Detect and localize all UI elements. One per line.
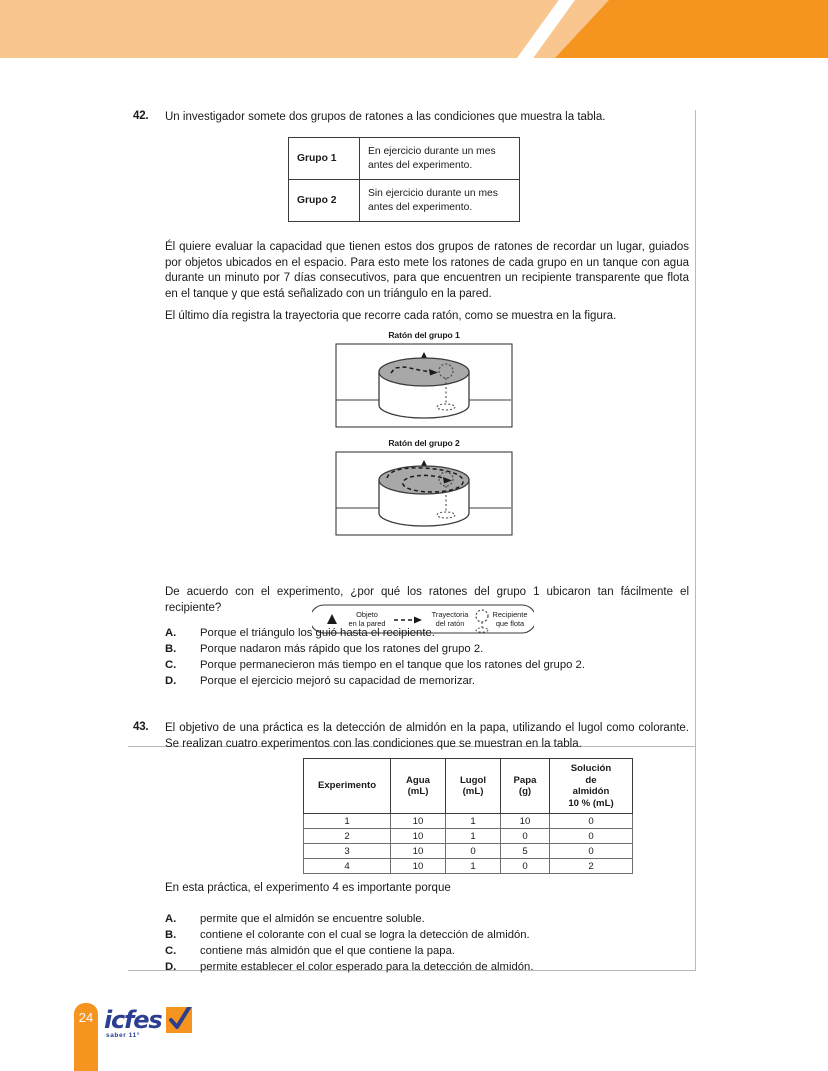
groups-condition-table bbox=[288, 137, 520, 222]
option-letter-b-q42: B. bbox=[165, 643, 177, 655]
figure-group-2-title: Ratón del grupo 2 bbox=[388, 438, 460, 448]
table-row bbox=[304, 844, 633, 859]
col-header-solucion-line3: almidón bbox=[572, 786, 610, 798]
cell-r2c5: 0 bbox=[550, 829, 633, 844]
cell-r2c1: 2 bbox=[304, 829, 391, 844]
option-text-c-q42[interactable]: Porque permanecieron más tiempo en el tanque que los ratones del grupo 2. bbox=[200, 659, 585, 671]
tank-diagram-group-2 bbox=[335, 451, 513, 536]
col-header-solucion-line4: 10 % (mL) bbox=[568, 797, 614, 809]
question-42-prompt: De acuerdo con el experimento, ¿por qué los ratones del grupo 1 ubicaron tan fácilmente el recipiente? bbox=[165, 586, 689, 614]
option-letter-d-q43: D. bbox=[165, 961, 177, 973]
cell-r2c3: 1 bbox=[446, 829, 501, 844]
question-42-paragraph-2: El último día registra la trayectoria que recorre cada ratón, como se muestra en la figura. bbox=[165, 310, 617, 322]
page-number: 24 bbox=[78, 1010, 94, 1025]
col-header-solucion bbox=[550, 759, 633, 814]
tank-diagram-group-1 bbox=[335, 343, 513, 428]
cell-r1c1: 1 bbox=[304, 814, 391, 829]
option-letter-c-q43: C. bbox=[165, 945, 177, 957]
question-43-prompt: En esta práctica, el experimento 4 es importante porque bbox=[165, 882, 451, 894]
legend-trayectoria-line1: Trayectoria bbox=[431, 610, 469, 619]
option-text-d-q43[interactable]: permite establecer el color esperado para la detección de almidón. bbox=[200, 961, 534, 973]
option-text-a-q43[interactable]: permite que el almidón se encuentre soluble. bbox=[200, 913, 425, 925]
table-header-row bbox=[304, 759, 633, 814]
page-content bbox=[0, 58, 828, 1071]
cell-r4c1: 4 bbox=[304, 859, 391, 874]
cell-r3c4: 5 bbox=[501, 844, 550, 859]
experiments-table bbox=[303, 758, 633, 874]
option-text-b-q42[interactable]: Porque nadaron más rápido que los ratones del grupo 2. bbox=[200, 643, 484, 655]
option-letter-a-q42: A. bbox=[165, 627, 177, 639]
cell-r3c5: 0 bbox=[550, 844, 633, 859]
col-header-papa-line1: Papa bbox=[513, 774, 537, 786]
group-2-condition: Sin ejercicio durante un mes antes del experimento. bbox=[360, 180, 520, 222]
figure-group-2 bbox=[335, 438, 513, 541]
col-header-papa-line2: (g) bbox=[518, 786, 532, 798]
figure-group-1-title: Ratón del grupo 1 bbox=[388, 330, 460, 340]
col-header-agua bbox=[391, 759, 446, 814]
cell-r3c1: 3 bbox=[304, 844, 391, 859]
group-2-name: Grupo 2 bbox=[289, 180, 360, 222]
option-text-d-q42[interactable]: Porque el ejercicio mejoró su capacidad de memorizar. bbox=[200, 675, 476, 687]
option-text-a-q42[interactable]: Porque el triángulo los guió hasta el recipiente. bbox=[200, 627, 435, 639]
question-43-number: 43. bbox=[133, 721, 149, 733]
group-1-condition: En ejercicio durante un mes antes del experimento. bbox=[360, 138, 520, 180]
col-header-lugol bbox=[446, 759, 501, 814]
legend-objeto-line2: en la pared bbox=[348, 619, 386, 629]
col-header-experimento-line1: Experimento bbox=[317, 780, 377, 792]
legend-trayectoria-line2: del ratón bbox=[435, 619, 465, 629]
group-1-name: Grupo 1 bbox=[289, 138, 360, 180]
icfes-wordmark: icfes bbox=[104, 1006, 162, 1034]
col-header-lugol-line2: (mL) bbox=[462, 786, 484, 798]
figure-group-1 bbox=[335, 330, 513, 433]
col-header-solucion-line1: Solución bbox=[570, 763, 612, 774]
table-row bbox=[304, 829, 633, 844]
col-header-lugol-line1: Lugol bbox=[459, 774, 487, 786]
option-letter-d-q42: D. bbox=[165, 675, 177, 687]
cell-r1c4: 10 bbox=[501, 814, 550, 829]
checkmark-icon bbox=[166, 1007, 192, 1033]
col-header-experimento bbox=[304, 759, 391, 814]
cell-r4c3: 1 bbox=[446, 859, 501, 874]
col-header-agua-line2: (mL) bbox=[407, 786, 429, 798]
table-row bbox=[289, 180, 520, 222]
legend-recipiente-line1: Recipiente bbox=[492, 610, 528, 619]
table-row bbox=[304, 859, 633, 874]
cell-r4c5: 2 bbox=[550, 859, 633, 874]
option-letter-c-q42: C. bbox=[165, 659, 177, 671]
table-row bbox=[289, 138, 520, 180]
col-header-agua-line1: Agua bbox=[406, 774, 430, 786]
question-43-stem: El objetivo de una práctica es la detección de almidón en la papa, utilizando el lugol como colorante. Se realizan cuatro experimentos con las condiciones que se muestran en la tabla. bbox=[165, 722, 689, 750]
cell-r3c2: 10 bbox=[391, 844, 446, 859]
legend-recipiente-line2: que flota bbox=[495, 619, 525, 629]
icfes-logo bbox=[104, 1006, 196, 1046]
cell-r1c3: 1 bbox=[446, 814, 501, 829]
option-letter-a-q43: A. bbox=[165, 913, 177, 925]
question-42-number: 42. bbox=[133, 110, 149, 122]
cell-r1c2: 10 bbox=[391, 814, 446, 829]
col-header-solucion-line2: de bbox=[585, 774, 597, 786]
icfes-subtitle: saber 11° bbox=[106, 1032, 141, 1039]
legend-objeto-line1: Objeto bbox=[356, 610, 378, 619]
cell-r2c4: 0 bbox=[501, 829, 550, 844]
cell-r1c5: 0 bbox=[550, 814, 633, 829]
cell-r4c2: 10 bbox=[391, 859, 446, 874]
table-row bbox=[304, 814, 633, 829]
cell-r4c4: 0 bbox=[501, 859, 550, 874]
cell-r2c2: 10 bbox=[391, 829, 446, 844]
option-text-c-q43[interactable]: contiene más almidón que el que contiene la papa. bbox=[200, 945, 455, 957]
question-42-stem: Un investigador somete dos grupos de ratones a las condiciones que muestra la tabla. bbox=[165, 111, 606, 123]
question-42-paragraph-1: Él quiere evaluar la capacidad que tienen estos dos grupos de ratones de recordar un lugar, guiados por objetos ubicados en el espacio. Para esto mete los ratones de cada grupo en un tanque con agua durante un minuto por 7 días consecutivos, para que encuentren un recipiente transparente que flota en el tanque y que está señalizado con un triángulo en la pared. bbox=[165, 241, 689, 300]
option-letter-b-q43: B. bbox=[165, 929, 177, 941]
col-header-papa bbox=[501, 759, 550, 814]
checkmark-box bbox=[166, 1007, 192, 1033]
cell-r3c3: 0 bbox=[446, 844, 501, 859]
option-text-b-q43[interactable]: contiene el colorante con el cual se logra la detección de almidón. bbox=[200, 929, 530, 941]
top-banner bbox=[0, 0, 828, 58]
